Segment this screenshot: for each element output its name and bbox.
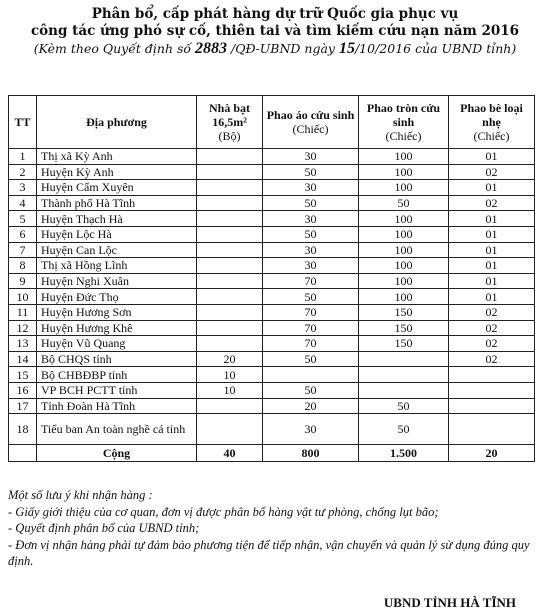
total-tent: 40	[197, 445, 263, 462]
cell-raft: 01	[449, 180, 535, 196]
cell-vest: 70	[263, 320, 359, 336]
note-item: - Giấy giới thiệu của cơ quan, đơn vị được phân bổ hàng vật tư phòng, chống lụt bão;	[8, 504, 439, 519]
cell-tt: 1	[9, 149, 37, 165]
cell-vest: 30	[263, 414, 359, 445]
table-row	[9, 367, 535, 383]
cell-tent	[197, 164, 263, 180]
cell-locality: Huyện Hương Khê	[37, 320, 197, 336]
cell-tt: 13	[9, 336, 37, 352]
cell-ring: 50	[359, 414, 449, 445]
header-ring-label: Phao tròn cứu sinh	[366, 101, 441, 129]
decision-number-handwritten: 2883	[195, 40, 228, 57]
cell-ring	[359, 351, 449, 367]
cell-ring: 50	[359, 398, 449, 414]
cell-vest	[263, 367, 359, 383]
cell-vest: 50	[263, 164, 359, 180]
cell-vest: 20	[263, 398, 359, 414]
cell-tent	[197, 398, 263, 414]
header-tent	[197, 96, 263, 149]
table-header-row	[9, 96, 535, 149]
cell-tent	[197, 414, 263, 445]
header-vest	[263, 96, 359, 149]
cell-tt: 15	[9, 367, 37, 383]
cell-tent: 10	[197, 382, 263, 398]
table-row	[9, 320, 535, 336]
cell-ring: 100	[359, 211, 449, 227]
cell-tent	[197, 320, 263, 336]
cell-raft: 02	[449, 320, 535, 336]
cell-tt: 11	[9, 304, 37, 320]
cell-raft	[449, 367, 535, 383]
cell-tent	[197, 149, 263, 165]
cell-tent	[197, 336, 263, 352]
cell-raft: 02	[449, 164, 535, 180]
table-row	[9, 211, 535, 227]
decision-reference-prefix: (Kèm theo Quyết định số	[33, 41, 196, 56]
cell-locality: VP BCH PCTT tỉnh	[37, 382, 197, 398]
cell-vest: 50	[263, 226, 359, 242]
cell-vest: 30	[263, 180, 359, 196]
cell-vest: 50	[263, 382, 359, 398]
cell-locality: Huyện Kỳ Anh	[37, 164, 197, 180]
table-row	[9, 180, 535, 196]
cell-raft: 01	[449, 226, 535, 242]
cell-tent	[197, 180, 263, 196]
cell-raft: 02	[449, 304, 535, 320]
table-total-row	[9, 445, 535, 462]
cell-vest: 50	[263, 195, 359, 211]
header-locality: Địa phương	[37, 96, 197, 149]
cell-locality: Huyện Lộc Hà	[37, 226, 197, 242]
table-row	[9, 195, 535, 211]
cell-ring	[359, 382, 449, 398]
cell-locality: Thành phố Hà Tĩnh	[37, 195, 197, 211]
cell-tt: 5	[9, 211, 37, 227]
header-ring	[359, 96, 449, 149]
signer-label: UBND TỈNH HÀ TĨNH	[383, 595, 516, 610]
header-raft	[449, 96, 535, 149]
cell-ring	[359, 367, 449, 383]
cell-tt: 6	[9, 226, 37, 242]
cell-locality: Huyện Thạch Hà	[37, 211, 197, 227]
cell-vest: 50	[263, 351, 359, 367]
cell-locality: Thị xã Kỳ Anh	[37, 149, 197, 165]
table-row	[9, 149, 535, 165]
cell-raft	[449, 382, 535, 398]
note-item: - Đơn vị nhận hàng phải tự đảm bảo phương tiện để tiếp nhận, vận chuyển và quản lý sử dụng đúng quy định.	[8, 537, 530, 568]
cell-raft: 01	[449, 273, 535, 289]
cell-locality: Bộ CHBĐBP tỉnh	[37, 367, 197, 383]
cell-vest: 30	[263, 149, 359, 165]
table-row	[9, 242, 535, 258]
cell-ring: 100	[359, 180, 449, 196]
table-row	[9, 164, 535, 180]
cell-tent	[197, 304, 263, 320]
note-item: - Quyết định phân bổ của UBND tỉnh;	[8, 521, 200, 535]
header-tt: TT	[9, 96, 37, 149]
table-row	[9, 414, 535, 445]
cell-tt: 18	[9, 414, 37, 445]
header-tent-label: Nhà bạt 16,5m²	[208, 101, 250, 129]
table-row	[9, 226, 535, 242]
cell-tent: 10	[197, 367, 263, 383]
cell-vest: 50	[263, 289, 359, 305]
cell-ring: 100	[359, 258, 449, 274]
decision-day-handwritten: 15	[338, 40, 355, 57]
cell-tt: 7	[9, 242, 37, 258]
cell-tent	[197, 242, 263, 258]
cell-tt: 2	[9, 164, 37, 180]
cell-tent: 20	[197, 351, 263, 367]
cell-locality: Huyện Vũ Quang	[37, 336, 197, 352]
total-label: Cộng	[37, 445, 197, 462]
table-row	[9, 398, 535, 414]
table-row	[9, 304, 535, 320]
cell-locality: Tiểu ban An toàn nghề cá tỉnh	[37, 414, 197, 445]
cell-vest: 70	[263, 304, 359, 320]
cell-tt: 14	[9, 351, 37, 367]
document-title-line-1: Phân bổ, cấp phát hàng dự trữ Quốc gia phục vụ	[91, 6, 459, 22]
table-row	[9, 273, 535, 289]
cell-raft: 02	[449, 336, 535, 352]
header-raft-label: Phao bè loại nhẹ	[460, 101, 523, 129]
cell-ring: 100	[359, 273, 449, 289]
cell-ring: 150	[359, 336, 449, 352]
table-row	[9, 382, 535, 398]
cell-vest: 30	[263, 211, 359, 227]
cell-raft: 01	[449, 149, 535, 165]
cell-ring: 100	[359, 226, 449, 242]
cell-raft: 02	[449, 351, 535, 367]
total-ring: 1.500	[359, 445, 449, 462]
table-row	[9, 336, 535, 352]
cell-tt: 4	[9, 195, 37, 211]
table-row	[9, 289, 535, 305]
cell-tt: 17	[9, 398, 37, 414]
cell-vest: 70	[263, 273, 359, 289]
cell-locality: Huyện Nghi Xuân	[37, 273, 197, 289]
cell-locality: Bộ CHQS tỉnh	[37, 351, 197, 367]
cell-ring: 150	[359, 320, 449, 336]
cell-vest: 30	[263, 258, 359, 274]
cell-tt: 16	[9, 382, 37, 398]
cell-raft: 02	[449, 195, 535, 211]
cell-tent	[197, 289, 263, 305]
header-vest-unit: (Chiếc)	[292, 122, 329, 136]
cell-tent	[197, 258, 263, 274]
cell-locality: Tỉnh Đoàn Hà Tĩnh	[37, 398, 197, 414]
table-row	[9, 351, 535, 367]
header-raft-unit: (Chiếc)	[473, 129, 510, 143]
cell-tt: 12	[9, 320, 37, 336]
decision-reference-suffix: /10/2016 của UBND tỉnh)	[354, 41, 517, 56]
cell-locality: Huyện Đức Thọ	[37, 289, 197, 305]
cell-ring: 50	[359, 195, 449, 211]
cell-tt: 9	[9, 273, 37, 289]
cell-ring: 100	[359, 149, 449, 165]
cell-raft: 01	[449, 242, 535, 258]
cell-locality: Thị xã Hồng Lĩnh	[37, 258, 197, 274]
header-tent-unit: (Bộ)	[218, 129, 241, 143]
cell-tent	[197, 211, 263, 227]
cell-locality: Huyện Hương Sơn	[37, 304, 197, 320]
cell-tent	[197, 226, 263, 242]
decision-reference-mid: /QĐ-UBND ngày	[227, 41, 339, 56]
cell-raft	[449, 414, 535, 445]
cell-raft: 01	[449, 258, 535, 274]
total-raft: 20	[449, 445, 535, 462]
cell-raft	[449, 398, 535, 414]
allocation-table	[8, 95, 535, 462]
cell-raft: 01	[449, 289, 535, 305]
cell-tent	[197, 273, 263, 289]
cell-ring: 100	[359, 164, 449, 180]
header-ring-unit: (Chiếc)	[385, 129, 422, 143]
cell-ring: 100	[359, 289, 449, 305]
cell-raft: 01	[449, 211, 535, 227]
cell-tt: 8	[9, 258, 37, 274]
table-row	[9, 258, 535, 274]
notes-heading: Một số lưu ý khi nhận hàng :	[8, 488, 153, 502]
cell-tt: 10	[9, 289, 37, 305]
cell-vest: 70	[263, 336, 359, 352]
cell-tt: 3	[9, 180, 37, 196]
cell-vest: 30	[263, 242, 359, 258]
cell-ring: 100	[359, 242, 449, 258]
total-vest: 800	[263, 445, 359, 462]
notes-section	[8, 487, 544, 570]
cell-locality: Huyện Can Lộc	[37, 242, 197, 258]
document-title-line-2: công tác ứng phó sự cố, thiên tai và tìm kiếm cứu nạn năm 2016	[30, 23, 520, 39]
cell-tent	[197, 195, 263, 211]
cell-locality: Huyện Cẩm Xuyên	[37, 180, 197, 196]
header-vest-label: Phao áo cứu sinh	[266, 108, 355, 122]
cell-ring: 150	[359, 304, 449, 320]
decision-reference	[0, 41, 550, 57]
cell-tt	[9, 445, 37, 462]
